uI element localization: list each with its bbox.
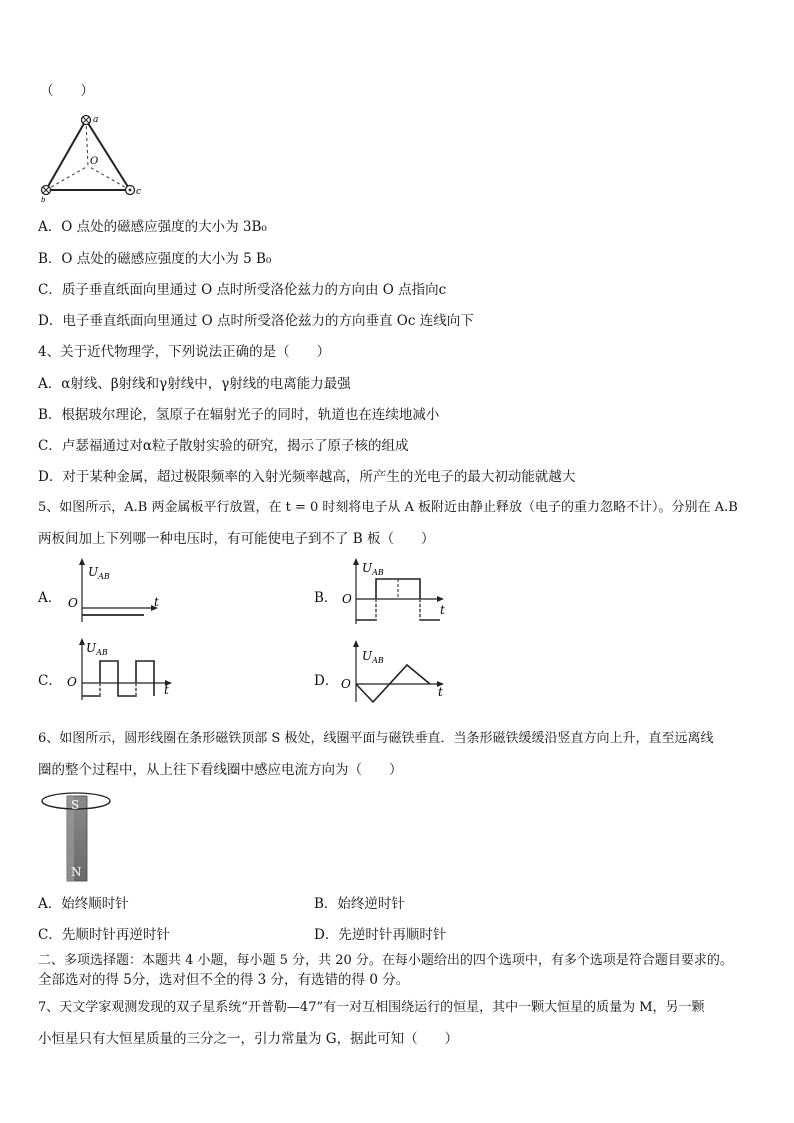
svg-text:UAB: $U_{AB}$ bbox=[86, 641, 108, 657]
wire-b-cross-icon bbox=[42, 186, 51, 195]
pole-s: S bbox=[71, 798, 80, 812]
svg-text:O: O bbox=[68, 596, 78, 610]
q7-stem-line2: 小恒星只有大恒星质量的三分之一，引力常量为 G，据此可知（ ） bbox=[38, 1031, 459, 1047]
svg-text:UAB: $U_{AB}$ bbox=[362, 561, 384, 577]
svg-text:UAB: $U_{AB}$ bbox=[362, 649, 384, 665]
q4-option-c: C．卢瑟福通过对α粒子散射实验的研究，揭示了原子核的组成 bbox=[38, 438, 409, 454]
q6-option-b: B．始终逆时针 bbox=[314, 896, 405, 912]
section2-line2: 全部选对的得 5分，选对但不全的得 3 分，有选错的得 0 分。 bbox=[38, 972, 410, 988]
graph-b bbox=[336, 556, 456, 628]
svg-text:t: t bbox=[164, 683, 169, 697]
label-a: a bbox=[93, 115, 99, 125]
graph-d bbox=[336, 640, 456, 704]
graph-a-letter: A． bbox=[38, 590, 62, 606]
magnet-coil-figure bbox=[36, 786, 116, 886]
svg-text:t: t bbox=[154, 595, 159, 609]
label-o: O bbox=[90, 156, 99, 167]
svg-text:t: t bbox=[438, 685, 443, 699]
q6-option-c: C．先顺时针再逆时针 bbox=[38, 927, 170, 943]
svg-text:O: O bbox=[67, 675, 77, 689]
q3-option-c: C．质子垂直纸面向里通过 O 点时所受洛伦兹力的方向由 O 点指向c bbox=[38, 282, 447, 298]
q4-option-d: D．对于某种金属，超过极限频率的入射光频率越高，所产生的光电子的最大初动能就越大 bbox=[38, 469, 576, 485]
graph-d-letter: D． bbox=[314, 673, 339, 689]
section2-line1: 二、多项选择题：本题共 4 小题，每小题 5 分，共 20 分。在每小题给出的四个选项中，有多个选项是符合题目要求的。 bbox=[38, 953, 733, 968]
signal-line bbox=[82, 661, 154, 696]
graph-b-letter: B． bbox=[314, 590, 338, 606]
q7-stem-line1: 7、天文学家观测发现的双子星系统“开普勒—47”有一对互相围绕运行的恒星，其中一颗大恒星的质量为 M，另一颗 bbox=[38, 1000, 705, 1015]
q5-stem-line2: 两板间加上下列哪一种电压时，有可能使电子到不了 B 板（ ） bbox=[38, 531, 435, 547]
wire-a-cross-icon bbox=[82, 116, 91, 125]
q5-stem-line1: 5、如图所示，A.B 两金属板平行放置，在 t = 0 时刻将电子从 A 板附近由静止释放（电子的重力忽略不计）。分别在 A.B bbox=[38, 500, 738, 515]
label-b: b bbox=[41, 196, 46, 203]
q4-option-b: B．根据玻尔理论，氢原子在辐射光子的同时，轨道也在连续地减小 bbox=[38, 407, 440, 423]
graph-a bbox=[62, 556, 172, 626]
pole-n: N bbox=[71, 865, 82, 879]
q3-option-b: B．O 点处的磁感应强度的大小为 5 B₀ bbox=[38, 251, 272, 267]
svg-text:t: t bbox=[440, 603, 445, 617]
label-c: c bbox=[136, 187, 142, 197]
q3-option-a: A．O 点处的磁感应强度的大小为 3B₀ bbox=[38, 219, 267, 235]
wire-c-dot-icon bbox=[126, 186, 135, 195]
q3-option-d: D．电子垂直纸面向里通过 O 点时所受洛伦兹力的方向垂直 Oc 连线向下 bbox=[38, 313, 474, 329]
q4-stem: 4、关于近代物理学，下列说法正确的是（ ） bbox=[38, 344, 331, 360]
q6-stem-line1: 6、如图所示，圆形线圈在条形磁铁顶部 S 极处，线圈平面与磁铁垂直．当条形磁铁缓缓沿竖直方向上升，直至远离线 bbox=[38, 731, 714, 746]
answer-parentheses: （ ） bbox=[40, 83, 94, 99]
q6-option-a: A．始终顺时针 bbox=[38, 896, 129, 912]
graph-c bbox=[62, 638, 182, 702]
svg-text:UAB: $U_{AB}$ bbox=[88, 565, 110, 581]
svg-text:O: O bbox=[342, 592, 352, 606]
triangle-figure bbox=[32, 108, 152, 203]
graph-c-letter: C． bbox=[38, 673, 62, 689]
q6-option-d: D．先逆时针再顺时针 bbox=[314, 927, 447, 943]
q4-option-a: A．α射线、β射线和γ射线中，γ射线的电离能力最强 bbox=[38, 376, 351, 392]
svg-text:O: O bbox=[341, 677, 351, 691]
q6-stem-line2: 圈的整个过程中，从上往下看线圈中感应电流方向为（ ） bbox=[38, 762, 403, 778]
